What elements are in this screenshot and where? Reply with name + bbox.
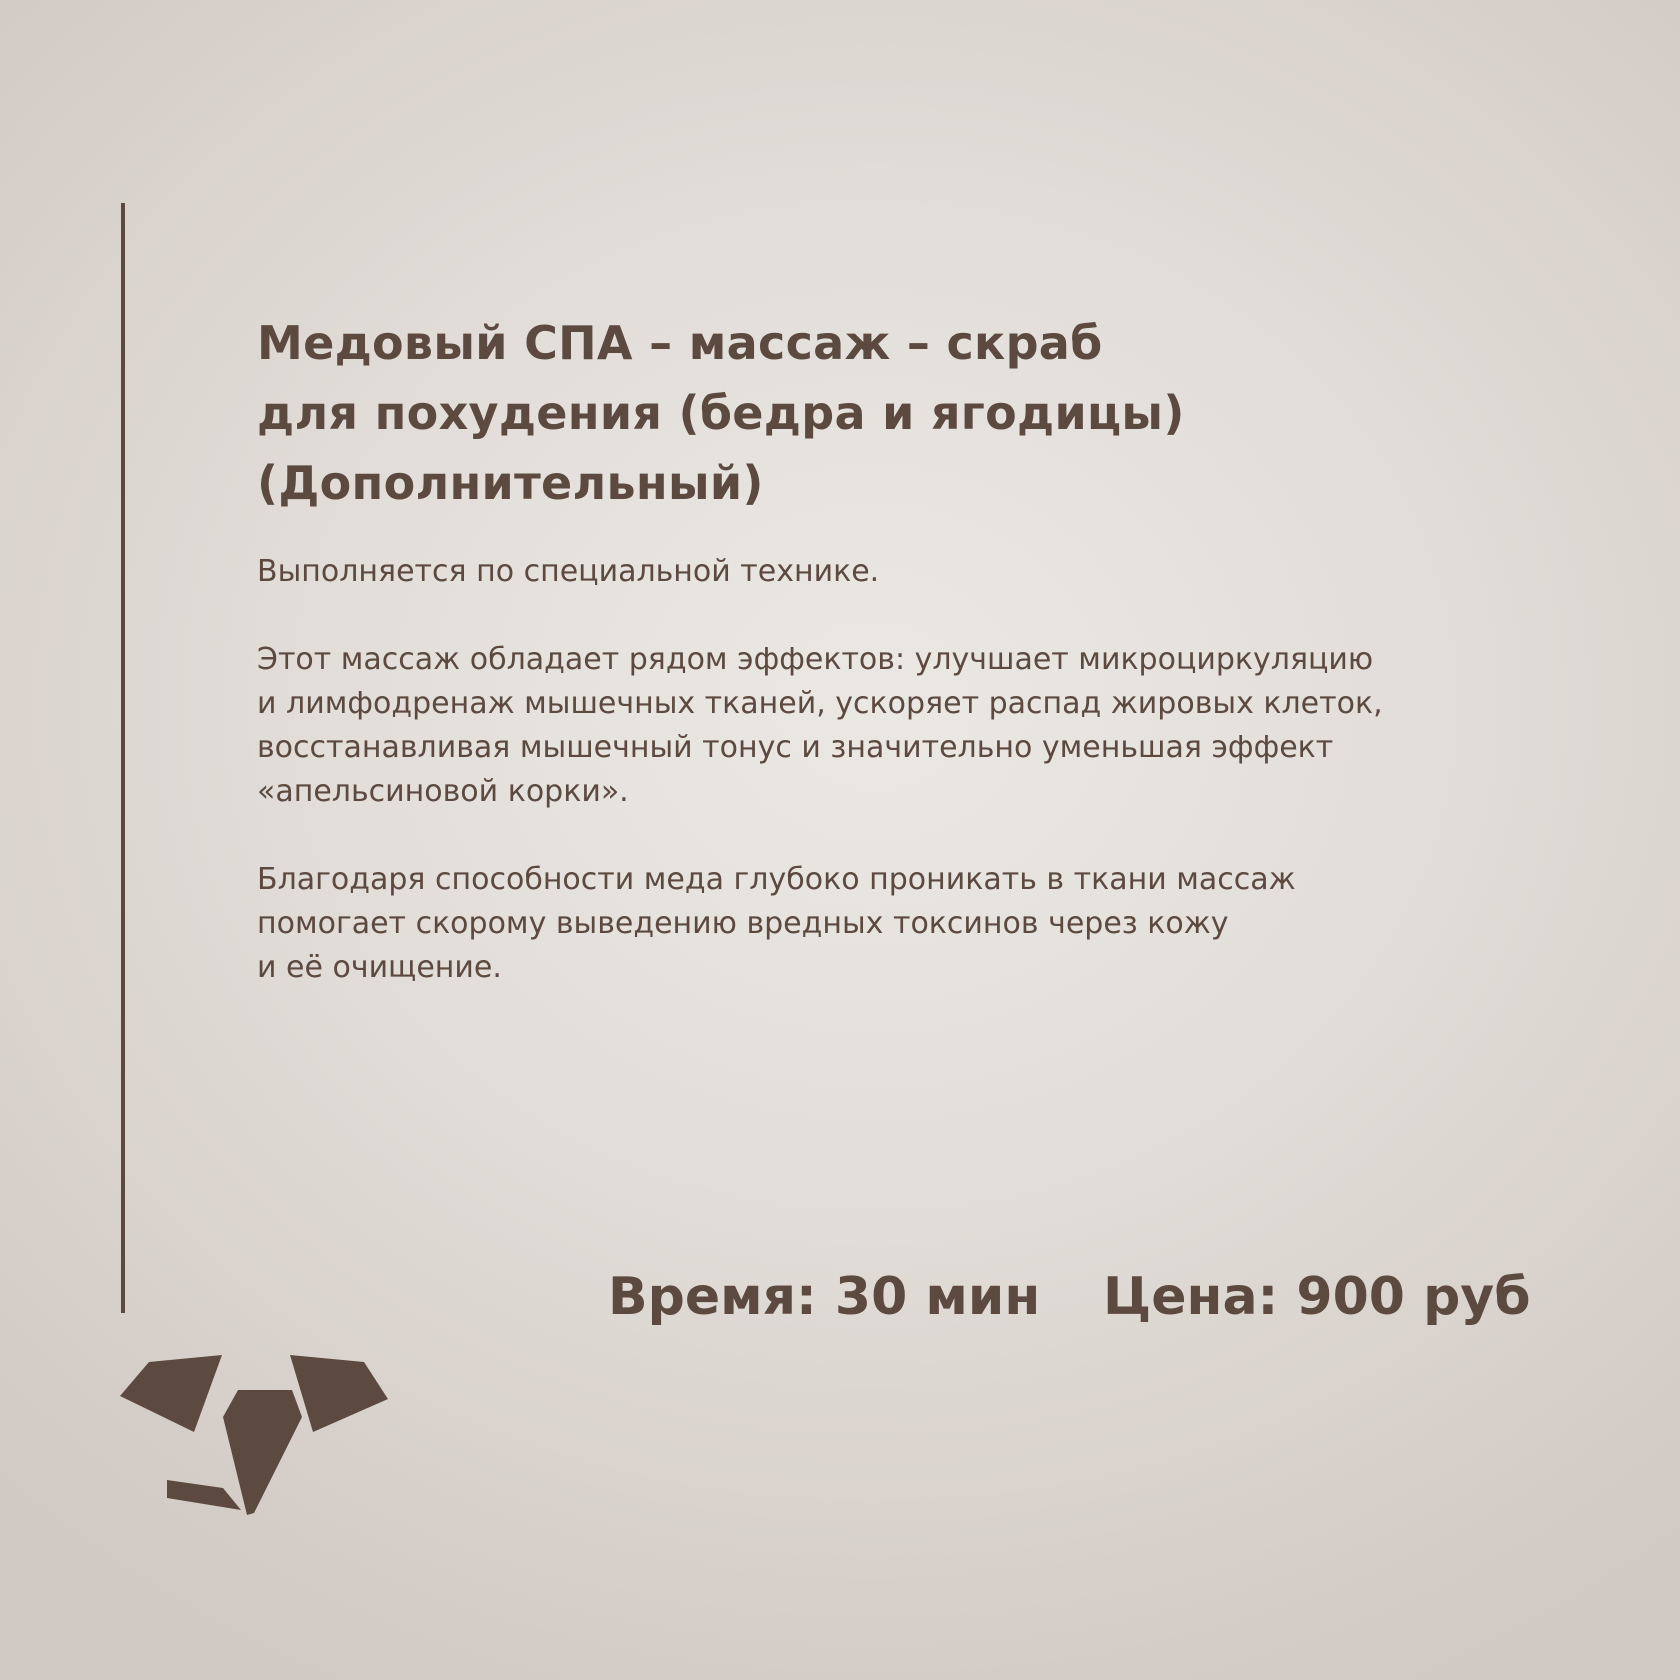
service-title-line: (Дополнительный) (257, 456, 764, 510)
description-line: и её очищение. (257, 950, 502, 985)
service-title-line: Медовый СПА – массаж – скраб (257, 316, 1103, 370)
geometric-brand-logo-icon (120, 1355, 400, 1525)
vertical-accent-line (121, 203, 125, 1313)
description-line: восстанавливая мышечный тонус и значительно уменьшая эффект (257, 730, 1334, 765)
description-line: Этот массаж обладает рядом эффектов: улучшает микроциркуляцию (257, 642, 1374, 677)
description-paragraph (257, 550, 1587, 594)
description-line: Благодаря способности меда глубоко проникать в ткани массаж (257, 862, 1296, 897)
duration-label: Время: 30 мин (608, 1267, 1041, 1327)
description-line: Выполняется по специальной технике. (257, 554, 880, 589)
description-paragraph (257, 858, 1587, 990)
description-line: и лимфодренаж мышечных тканей, ускоряет распад жировых клеток, (257, 686, 1383, 721)
service-description (257, 550, 1587, 1034)
service-title-line: для похудения (бедра и ягодицы) (257, 386, 1185, 440)
description-line: помогает скорому выведению вредных токсинов через кожу (257, 906, 1229, 941)
logo-center-shape (223, 1390, 302, 1515)
logo-bottom-bar-shape (167, 1480, 241, 1510)
logo-right-wing-shape (290, 1355, 388, 1432)
description-paragraph (257, 638, 1587, 814)
price-label: Цена: 900 руб (1103, 1267, 1531, 1327)
description-line: «апельсиновой корки». (257, 774, 629, 809)
logo-left-wing-shape (120, 1355, 222, 1432)
service-title (257, 308, 1577, 518)
